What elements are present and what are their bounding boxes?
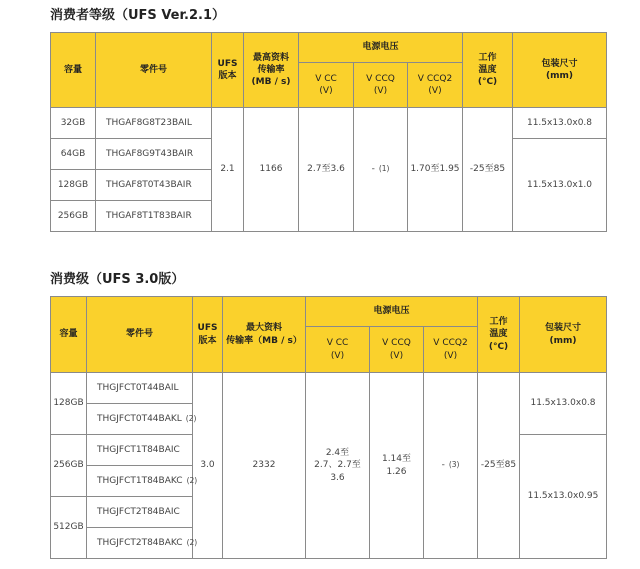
header-max-rate-text: 最大资料 传输率（MB / s）	[226, 323, 302, 346]
part-number-text: THGJFCT2T84BAIC	[97, 506, 180, 517]
header-capacity: 容量	[51, 297, 87, 373]
max-rate-cell: 2332	[223, 373, 306, 559]
package-cell: 11.5x13.0x0.95	[520, 435, 607, 559]
header-vccq	[370, 327, 424, 373]
part-number-cell	[87, 404, 197, 435]
ufs30-spec-table	[50, 296, 607, 559]
header-temp	[463, 33, 513, 108]
capacity-cell: 256GB	[51, 435, 87, 497]
vccq-cell: 1.14至1.26	[370, 373, 424, 559]
header-package-text: 包装尺寸 (mm)	[544, 323, 581, 346]
vccq2-footnote: (3)	[448, 460, 460, 470]
part-number-cell	[87, 435, 193, 466]
capacity-cell: 512GB	[51, 497, 87, 559]
capacity-cell: 256GB	[51, 201, 96, 232]
header-vcc	[299, 63, 354, 108]
header-vccq-text: V CCQ (V)	[366, 73, 395, 96]
header-ufs-version	[193, 297, 223, 373]
part-number-cell: THGAF8G8T23BAIL	[96, 108, 212, 139]
header-vcc	[306, 327, 370, 373]
header-temp	[478, 297, 520, 373]
package-cell: 11.5x13.0x1.0	[513, 139, 607, 232]
part-number-text: THGJFCT0T44BAIL	[97, 382, 179, 393]
table1-title: 消费者等级（UFS Ver.2.1）	[50, 8, 226, 23]
header-capacity: 容量	[51, 33, 96, 108]
part-number-text: THGJFCT1T84BAIC	[97, 444, 180, 455]
part-number-text: THGJFCT1T84BAKC	[97, 475, 183, 486]
part-number-cell	[87, 497, 193, 528]
ufs21-spec-table	[50, 32, 607, 232]
header-max-rate	[223, 297, 306, 373]
header-ufs-version	[212, 33, 244, 108]
ufs-version-cell: 2.1	[212, 108, 244, 232]
vcc-cell: 2.7至3.6	[299, 108, 354, 232]
vccq2-value: -	[441, 460, 445, 471]
header-temp-text: 工作 温度 (°C)	[477, 52, 498, 88]
header-vcc-text: V CC (V)	[315, 73, 337, 96]
part-number-cell	[87, 373, 193, 404]
capacity-cell: 128GB	[51, 170, 96, 201]
header-voltage: 电源电压	[306, 297, 478, 327]
header-vccq2-text: V CCQ2 (V)	[433, 338, 468, 361]
part-number-cell	[87, 466, 198, 497]
vccq-value: -	[371, 164, 375, 175]
part-footnote: (2)	[186, 537, 198, 547]
table-row	[51, 108, 607, 139]
table2-title: 消费级（UFS 3.0版）	[50, 272, 185, 287]
vccq2-cell	[424, 373, 478, 559]
part-number-cell	[87, 528, 198, 559]
vcc-value: 2.4至 2.7、2.7至3.6	[314, 448, 361, 483]
package-cell: 11.5x13.0x0.8	[520, 373, 607, 435]
header-part-number: 零件号	[87, 297, 193, 373]
header-vccq2-text: V CCQ2 (V)	[417, 73, 453, 96]
header-max-rate	[244, 33, 299, 108]
part-number-text: THGJFCT2T84BAKC	[97, 537, 183, 548]
capacity-cell: 64GB	[51, 139, 96, 170]
header-vccq-text: V CCQ (V)	[382, 338, 411, 361]
header-package-text: 包装尺寸 (mm)	[541, 58, 578, 81]
temp-cell: -25至85	[478, 373, 520, 559]
temp-cell: -25至85	[463, 108, 513, 232]
header-vccq2	[408, 63, 463, 108]
header-ufs-version-text: UFS 版本	[217, 58, 238, 81]
header-vcc-text: V CC (V)	[326, 338, 349, 361]
header-package	[520, 297, 607, 373]
part-number-cell: THGAF8G9T43BAIR	[96, 139, 212, 170]
part-number-text: THGJFCT0T44BAKL	[97, 413, 182, 424]
vccq-cell	[354, 108, 408, 232]
part-number-cell: THGAF8T0T43BAIR	[96, 170, 212, 201]
header-temp-text: 工作 温度 (°C)	[488, 317, 509, 352]
table-row	[51, 373, 607, 404]
part-footnote: (2)	[185, 413, 197, 423]
vccq2-cell: 1.70至1.95	[408, 108, 463, 232]
package-cell: 11.5x13.0x0.8	[513, 108, 607, 139]
capacity-cell: 32GB	[51, 108, 96, 139]
header-part-number: 零件号	[96, 33, 212, 108]
capacity-cell: 128GB	[51, 373, 87, 435]
header-package	[513, 33, 607, 108]
header-max-rate-text: 最高资料 传输率 (MB / s)	[251, 52, 291, 88]
vccq-footnote: (1)	[378, 164, 390, 174]
header-voltage: 电源电压	[299, 33, 463, 63]
part-footnote: (2)	[186, 475, 198, 485]
max-rate-cell: 1166	[244, 108, 299, 232]
header-vccq	[354, 63, 408, 108]
vcc-cell	[306, 373, 370, 559]
ufs-version-cell: 3.0	[193, 373, 223, 559]
header-vccq2	[424, 327, 478, 373]
part-number-cell: THGAF8T1T83BAIR	[96, 201, 212, 232]
header-ufs-version-text: UFS 版本	[197, 323, 218, 346]
